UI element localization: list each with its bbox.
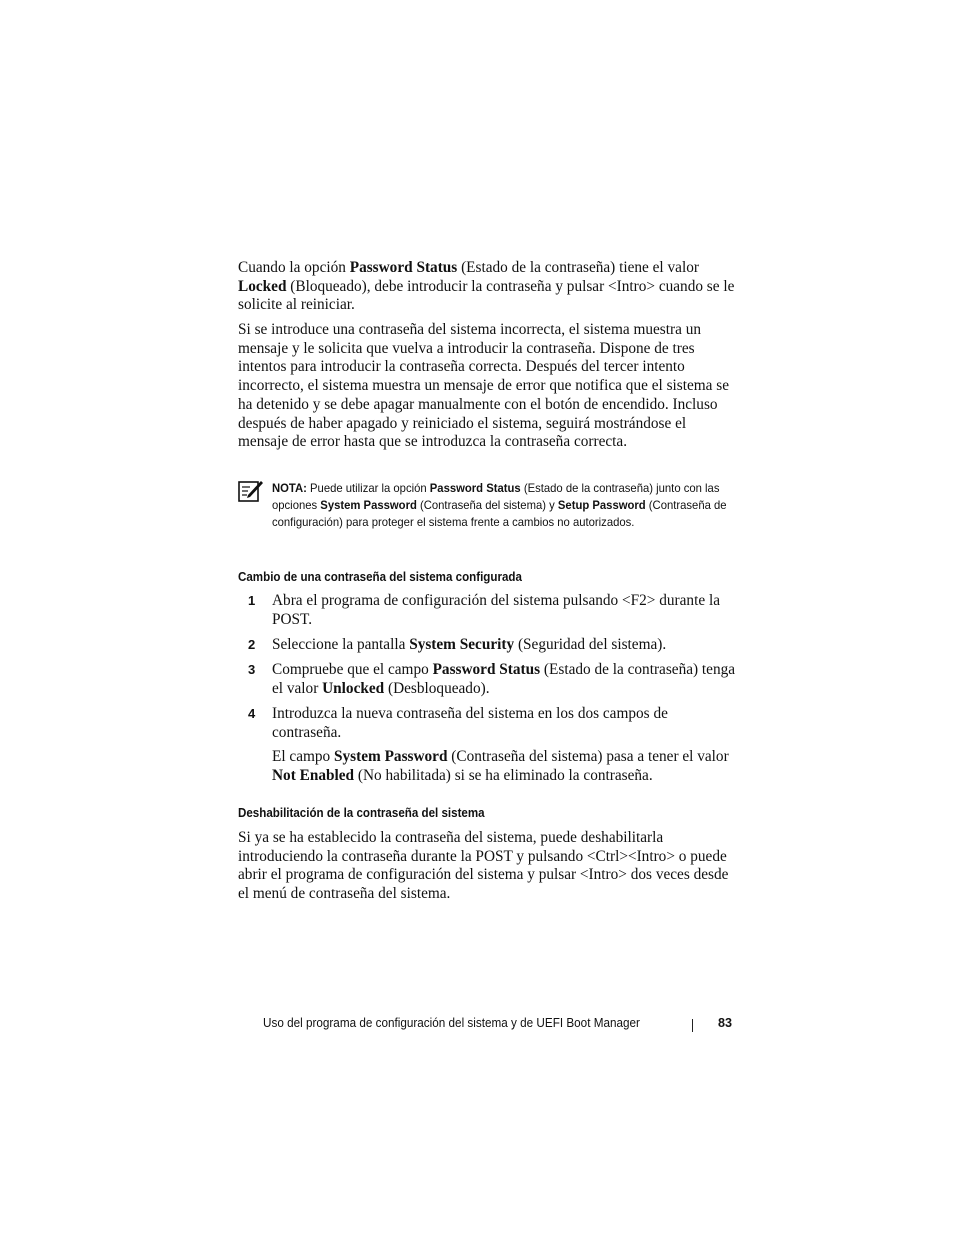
footer-chapter-title: Uso del programa de configuración del sistema y de UEFI Boot Manager <box>263 1016 640 1030</box>
step-number: 3 <box>248 662 256 677</box>
body-text <box>238 259 738 315</box>
step-number: 4 <box>248 706 256 721</box>
step-number: 1 <box>248 593 256 608</box>
page-number: 83 <box>718 1016 733 1030</box>
body-text-2 <box>238 321 738 452</box>
step-followup-text: El campo System Password (Contraseña del sistema) pasa a tener el valor Not Enabled (No habilitada) si se ha eliminado la contraseña. <box>272 748 729 784</box>
paragraph-password-locked: Cuando la opción Password Status (Estado de la contraseña) tiene el valor Locked (Bloqueado), debe introducir la contraseña y pulsar <Intro> cuando se le solicite al reiniciar. <box>238 259 735 314</box>
step-number: 2 <box>248 637 256 652</box>
body-text-3 <box>238 829 738 904</box>
step-text: Introduzca la nueva contraseña del sistema en los dos campos de contraseña. <box>272 705 668 741</box>
footer-separator <box>692 1019 693 1032</box>
section-heading-change-password: Cambio de una contraseña del sistema configurada <box>238 570 522 584</box>
step-text: Abra el programa de configuración del sistema pulsando <F2> durante la POST. <box>272 592 720 628</box>
paragraph-incorrect-password: Si se introduce una contraseña del sistema incorrecta, el sistema muestra un mensaje y le solicita que vuelva a introducir la contraseña. Dispone de tres intentos para introducir la contraseña correcta. Después del tercer intento incorrecto, el sistema muestra un mensaje de error que notifica que el sistema se ha detenido y se debe apagar manualmente con el botón de encendido. Incluso después de haber apagado y reiniciado el sistema, seguirá mostrándose el mensaje de error hasta que se introduzca la contraseña correcta. <box>238 321 730 451</box>
pencil-note-icon <box>238 480 264 502</box>
paragraph-disable-password: Si ya se ha establecido la contraseña del sistema, puede deshabilitarla introduciendo la contraseña durante la POST y pulsando <Ctrl><Intro> o puede abrir el programa de configuración del sistema y pulsar <Intro> dos veces desde el menú de contraseña del sistema. <box>238 829 729 903</box>
step-text: Compruebe que el campo Password Status (Estado de la contraseña) tenga el valor Unlocked (Desbloqueado). <box>272 661 736 697</box>
section-heading-disable-password: Deshabilitación de la contraseña del sistema <box>238 806 485 820</box>
note-text: NOTA: Puede utilizar la opción Password Status (Estado de la contraseña) junto con las opciones System Password (Contraseña del sistema) y Setup Password (Contraseña de configuración) para proteger el sistema frente a cambios no autorizados. <box>272 481 727 529</box>
step-text: Seleccione la pantalla System Security (Seguridad del sistema). <box>272 636 667 653</box>
